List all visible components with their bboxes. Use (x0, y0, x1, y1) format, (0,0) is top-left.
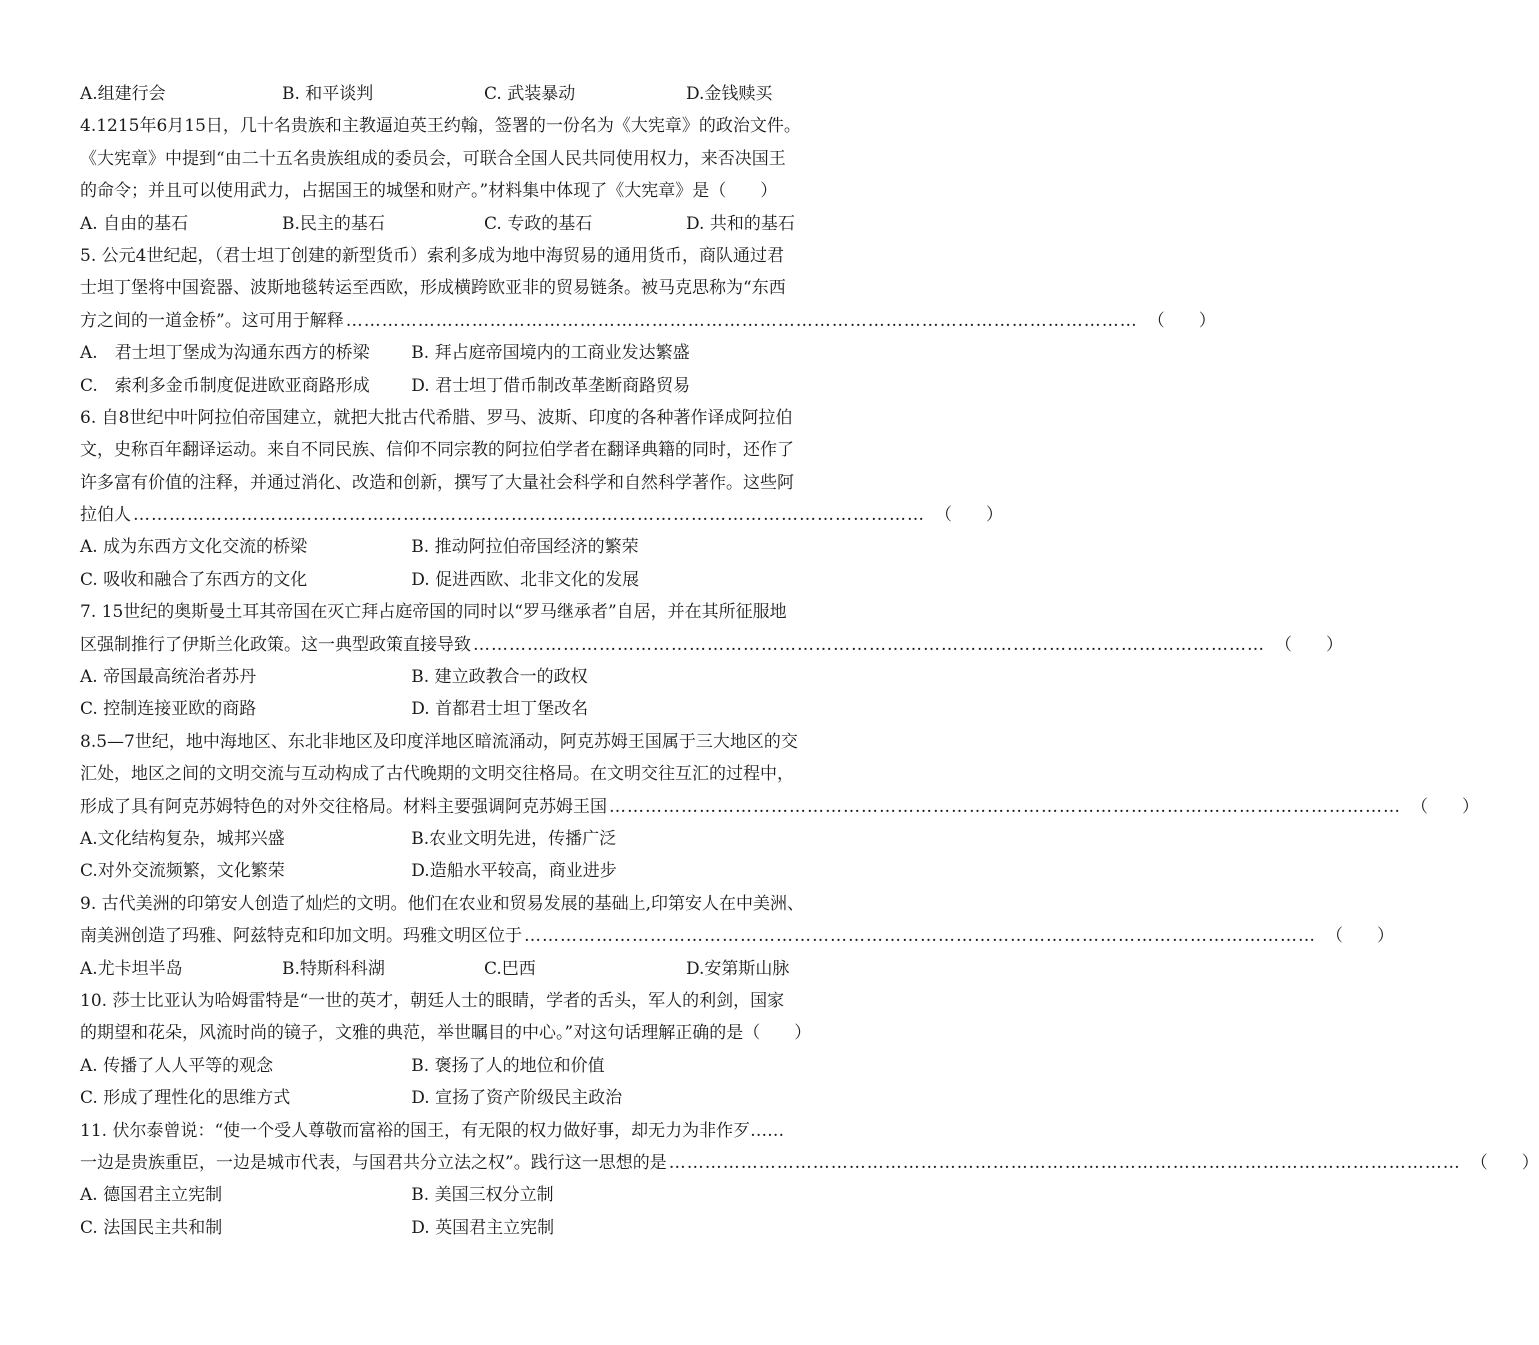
question-stem-line: 11. 伏尔泰曾说：“使一个受人尊敬而富裕的国王，有无限的权力做好事，却无力为非作歹…… (80, 1120, 785, 1141)
option-d: D. 促进西欧、北非文化的发展 (411, 569, 640, 590)
option-c: C. 吸收和融合了东西方的文化 (80, 569, 308, 590)
options-row (80, 337, 888, 369)
question-10 (80, 985, 888, 1115)
option-c: C. 专政的基石 (484, 213, 593, 234)
question-stem-last-line (80, 920, 1394, 952)
question-stem-line: 7. 15世纪的奥斯曼土耳其帝国在灭亡拜占庭帝国的同时以“罗马继承者”自居，并在其所征服地 (80, 602, 787, 623)
question-stem-line: 9. 古代美洲的印第安人创造了灿烂的文明。他们在农业和贸易发展的基础上,印第安人在中美洲、 (80, 893, 805, 914)
question-stem-line: 的命令；并且可以使用武力，占据国王的城堡和财产。”材料集中体现了《大宪章》是（ ） (80, 181, 778, 202)
option-b: B. 美国三权分立制 (411, 1185, 554, 1206)
leader-dots: …………………………………………………………………………………………………………………… (609, 796, 1401, 817)
option-c: C.对外交流频繁，文化繁荣 (80, 861, 285, 882)
question-stem-line: 5. 公元4世纪起，（君士坦丁创建的新型货币）索利多成为地中海贸易的通用货币，商队通过君 (80, 245, 784, 266)
option-a: A. 君士坦丁堡成为沟通东西方的桥梁 (80, 343, 370, 364)
option-d: D.安第斯山脉 (686, 958, 790, 979)
question-9 (80, 888, 1394, 985)
option-d: D.造船水平较高，商业进步 (411, 861, 617, 882)
question-stem-last-line (80, 499, 1003, 531)
question-stem-line: 6. 自8世纪中叶阿拉伯帝国建立，就把大批古代希腊、罗马、波斯、印度的各种著作译成阿拉伯 (80, 407, 793, 428)
option-d: D. 首都君士坦丁堡改名 (411, 699, 589, 720)
leader-dots: …………………………………………………………………………………………………………………… (668, 1152, 1461, 1173)
question-5 (80, 240, 1216, 402)
leader-dots: …………………………………………………………………………………………………………………… (345, 310, 1138, 331)
question-stem-line: 《大宪章》中提到“由二十五名贵族组成的委员会，可联合全国人民共同使用权力，来否决国王 (80, 148, 786, 169)
stem-text: 一边是贵族重臣，一边是城市代表，与国君共分立法之权”。践行这一思想的是 (80, 1152, 667, 1173)
stem-text: 南美洲创造了玛雅、阿兹特克和印加文明。玛雅文明区位于 (80, 926, 522, 947)
question-8 (80, 726, 1479, 888)
option-a: A. 成为东西方文化交流的桥梁 (80, 537, 308, 558)
options-row (80, 1050, 888, 1082)
answer-blank: （ ） (1470, 1152, 1539, 1173)
leader-dots: …………………………………………………………………………………………………………………… (133, 505, 925, 526)
question-stem-line: 士坦丁堡将中国瓷器、波斯地毯转运至西欧，形成横跨欧亚非的贸易链条。被马克思称为“东西 (80, 278, 786, 299)
question-stem-line: 汇处，地区之间的文明交流与互动构成了古代晚期的文明交往格局。在文明交往互汇的过程中， (80, 764, 794, 785)
option-b: B. 推动阿拉伯帝国经济的繁荣 (411, 537, 639, 558)
options-row (80, 693, 888, 725)
stem-text: 区强制推行了伊斯兰化政策。这一典型政策直接导致 (80, 634, 471, 655)
options-row (80, 564, 888, 596)
question-stem-last-line (80, 1147, 1539, 1179)
option-b: B.农业文明先进，传播广泛 (411, 828, 617, 849)
option-b: B.特斯科科湖 (282, 958, 385, 979)
exam-page (80, 78, 1539, 1244)
options-row (80, 1082, 888, 1114)
options-row (80, 855, 888, 887)
options-row (80, 1179, 888, 1211)
option-a: A. 传播了人人平等的观念 (80, 1055, 274, 1076)
answer-blank: （ ） (1411, 796, 1479, 817)
option-b: B. 和平谈判 (282, 84, 374, 104)
option-d: D. 共和的基石 (686, 213, 795, 234)
leader-dots: …………………………………………………………………………………………………………………… (473, 634, 1265, 655)
option-c: C. 索利多金币制度促进欧亚商路形成 (80, 375, 370, 396)
option-a: A. 帝国最高统治者苏丹 (80, 667, 257, 688)
option-c: C. 法国民主共和制 (80, 1217, 223, 1238)
answer-blank: （ ） (1326, 926, 1394, 947)
options-row (80, 531, 888, 563)
options-row (80, 661, 888, 693)
option-a: A.文化结构复杂，城邦兴盛 (80, 828, 285, 849)
options-row (80, 823, 888, 855)
option-a: A.组建行会 (80, 84, 166, 104)
options-row (80, 1212, 888, 1244)
option-a: A.尤卡坦半岛 (80, 958, 183, 979)
option-c: C. 控制连接亚欧的商路 (80, 699, 257, 720)
options-row (80, 370, 888, 402)
stem-text: 方之间的一道金桥”。这可用于解释 (80, 310, 344, 331)
answer-blank: （ ） (935, 505, 1003, 526)
question-stem-line: 8.5—7世纪，地中海地区、东北非地区及印度洋地区暗流涌动，阿克苏姆王国属于三大地区的交 (80, 731, 798, 752)
options-row (80, 78, 888, 110)
question-stem-line: 10. 莎士比亚认为哈姆雷特是“一世的英才，朝廷人士的眼睛，学者的舌头，军人的利剑，国家 (80, 990, 785, 1011)
stem-text: 拉伯人 (80, 505, 131, 526)
option-c: C. 武装暴动 (484, 84, 576, 104)
option-b: B.民主的基石 (282, 213, 385, 234)
stem-text: 形成了具有阿克苏姆特色的对外交往格局。材料主要强调阿克苏姆王国 (80, 796, 607, 817)
options-row (80, 208, 888, 240)
question-7 (80, 596, 1343, 726)
option-a: A. 自由的基石 (80, 213, 189, 234)
option-b: B. 褒扬了人的地位和价值 (411, 1055, 605, 1076)
option-d: D. 英国君主立宪制 (411, 1217, 555, 1238)
question-stem-line: 4.1215年6月15日，几十名贵族和主教逼迫英王约翰，签署的一份名为《大宪章》的政治文件。 (80, 116, 801, 137)
options-row (80, 953, 888, 985)
option-d: D.金钱赎买 (686, 84, 773, 104)
question-4 (80, 110, 888, 240)
question-stem-last-line (80, 305, 1216, 337)
answer-blank: （ ） (1275, 634, 1343, 655)
option-b: B. 建立政教合一的政权 (411, 667, 588, 688)
question-stem-line: 的期望和花朵，风流时尚的镜子，文雅的典范，举世瞩目的中心。”对这句话理解正确的是（ ） (80, 1023, 812, 1044)
option-c: C.巴西 (484, 958, 536, 979)
answer-blank: （ ） (1147, 310, 1216, 331)
option-d: D. 宣扬了资产阶级民主政治 (411, 1088, 623, 1109)
option-a: A. 德国君主立宪制 (80, 1185, 223, 1206)
question-stem-last-line (80, 791, 1479, 823)
question-11 (80, 1115, 1539, 1245)
option-c: C. 形成了理性化的思维方式 (80, 1088, 291, 1109)
option-b: B. 拜占庭帝国境内的工商业发达繁盛 (411, 343, 690, 364)
question-6 (80, 402, 1003, 596)
question-stem-last-line (80, 629, 1343, 661)
question-stem-line: 许多富有价值的注释，并通过消化、改造和创新，撰写了大量社会科学和自然科学著作。这些阿 (80, 472, 794, 493)
option-d: D. 君士坦丁借币制改革垄断商路贸易 (411, 375, 691, 396)
question-stem-line: 文，史称百年翻译运动。来自不同民族、信仰不同宗教的阿拉伯学者在翻译典籍的同时，还作了 (80, 440, 794, 461)
leader-dots: …………………………………………………………………………………………………………………… (524, 926, 1316, 947)
